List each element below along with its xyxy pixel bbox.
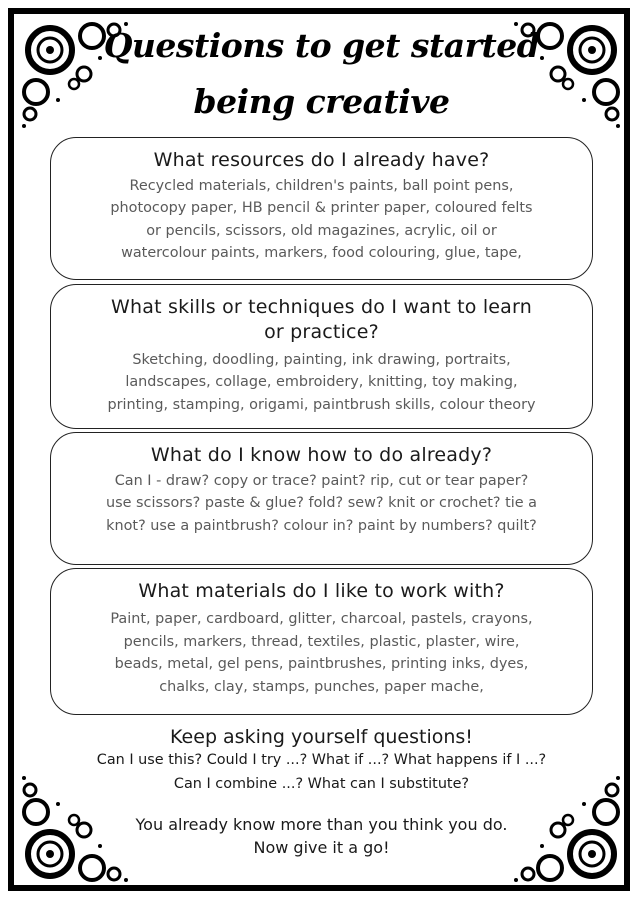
card-body-line: use scissors? paste & glue? fold? sew? knit or crochet? tie a: [106, 495, 537, 512]
card-know-how: [50, 432, 593, 565]
card-heading-line: What skills or techniques do I want to learn: [111, 296, 532, 318]
card-body-line: or pencils, scissors, old magazines, acrylic, oil or: [146, 222, 497, 239]
card-body: [65, 349, 578, 416]
footer-question-line: Can I combine ...? What can I substitute?: [173, 776, 470, 792]
card-body: [65, 470, 578, 537]
footer-heading: Keep asking yourself questions!: [170, 726, 473, 748]
card-body-line: Sketching, doodling, painting, ink drawing, portraits,: [132, 352, 511, 368]
card-body-line: landscapes, collage, embroidery, knitting, toy making,: [125, 374, 518, 391]
footer-closing-line: You already know more than you think you do.: [135, 815, 508, 834]
card-resources: [50, 137, 593, 280]
card-body: [65, 608, 578, 698]
card-skills: [50, 284, 593, 429]
page-title-line-1: Questions to get started: [103, 26, 540, 65]
card-heading: What materials do I like to work with?: [138, 580, 505, 602]
card-heading: [65, 295, 578, 345]
card-body: [65, 175, 578, 264]
footer-question-line: Can I use this? Could I try ...? What if ...? What happens if I ...?: [96, 752, 547, 768]
card-body-line: beads, metal, gel pens, paintbrushes, printing inks, dyes,: [114, 656, 529, 672]
card-heading-line: or practice?: [264, 321, 379, 343]
card-materials: [50, 568, 593, 715]
page-title-line-2: being creative: [193, 82, 450, 121]
card-body-line: watercolour paints, markers, food colouring, glue, tape,: [121, 244, 522, 261]
card-body-line: pencils, markers, thread, textiles, plastic, plaster, wire,: [123, 633, 520, 650]
card-body-line: chalks, clay, stamps, punches, paper mache,: [159, 678, 484, 695]
card-body-line: Recycled materials, children's paints, ball point pens,: [129, 178, 514, 194]
card-heading: What resources do I already have?: [153, 149, 490, 171]
card-body-line: knot? use a paintbrush? colour in? paint by numbers? quilt?: [106, 517, 537, 534]
card-body-line: Paint, paper, cardboard, glitter, charcoal, pastels, crayons,: [110, 611, 533, 627]
footer-closing-line: Now give it a go!: [253, 838, 390, 857]
card-body-line: photocopy paper, HB pencil & printer paper, coloured felts: [110, 200, 533, 217]
card-body-line: printing, stamping, origami, paintbrush skills, colour theory: [107, 396, 536, 413]
card-body-line: Can I - draw? copy or trace? paint? rip, cut or tear paper?: [114, 473, 529, 489]
card-heading: What do I know how to do already?: [150, 444, 493, 466]
